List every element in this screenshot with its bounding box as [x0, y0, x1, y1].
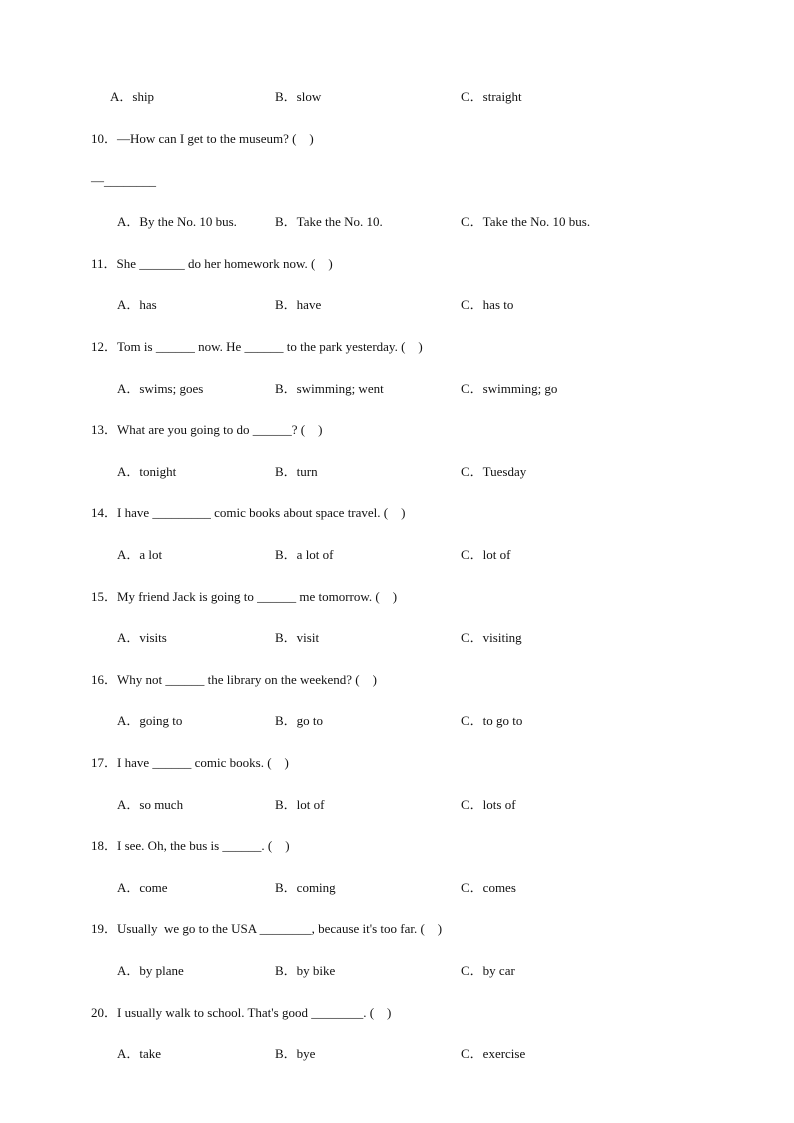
q19-option-c: C．by car [461, 963, 515, 978]
q9-option-c: C．straight [461, 89, 522, 104]
q18-option-c: C．comes [461, 880, 516, 895]
q15-option-a: A．visits [117, 630, 167, 645]
q10-option-c: C．Take the No. 10 bus. [461, 214, 591, 229]
q12-option-c: C．swimming; go [461, 381, 558, 396]
q10-option-a: A．By the No. 10 bus. [117, 214, 237, 229]
q19-stem: 19．Usually we go to the USA ________, because it's too far. ( ) [91, 921, 443, 936]
q9-option-b: B．slow [275, 89, 322, 104]
q19-option-a: A．by plane [117, 963, 184, 978]
q11-stem: 11．She _______ do her homework now. ( ) [91, 256, 333, 271]
q13-option-a: A．tonight [117, 464, 177, 479]
q20-stem: 20．I usually walk to school. That's good ________. ( ) [91, 1005, 392, 1020]
q15-stem: 15．My friend Jack is going to ______ me tomorrow. ( ) [91, 589, 398, 604]
q20-option-b: B．bye [275, 1046, 316, 1061]
q13-stem: 13．What are you going to do ______? ( ) [91, 422, 323, 437]
q17-stem: 17．I have ______ comic books. ( ) [91, 755, 289, 770]
q14-option-c: C．lot of [461, 547, 511, 562]
q13-option-b: B．turn [275, 464, 318, 479]
q11-option-a: A．has [117, 297, 157, 312]
q18-option-a: A．come [117, 880, 168, 895]
q16-option-c: C．to go to [461, 713, 523, 728]
q17-option-a: A．so much [117, 797, 184, 812]
q18-stem: 18．I see. Oh, the bus is ______. ( ) [91, 838, 290, 853]
q15-option-b: B．visit [275, 630, 320, 645]
q20-option-c: C．exercise [461, 1046, 526, 1061]
q13-option-c: C．Tuesday [461, 464, 527, 479]
q16-option-b: B．go to [275, 713, 324, 728]
q16-option-a: A．going to [117, 713, 183, 728]
q14-option-b: B．a lot of [275, 547, 334, 562]
q18-option-b: B．coming [275, 880, 336, 895]
q17-option-c: C．lots of [461, 797, 516, 812]
q17-option-b: B．lot of [275, 797, 325, 812]
q19-option-b: B．by bike [275, 963, 336, 978]
q16-stem: 16．Why not ______ the library on the weekend? ( ) [91, 672, 377, 687]
q12-option-a: A．swims; goes [117, 381, 204, 396]
q15-option-c: C．visiting [461, 630, 522, 645]
q12-option-b: B．swimming; went [275, 381, 384, 396]
q10-stem: 10．—How can I get to the museum? ( ) [91, 131, 314, 146]
q9-option-a: A．ship [110, 89, 155, 104]
q14-stem: 14．I have _________ comic books about space travel. ( ) [91, 505, 406, 520]
q20-option-a: A．take [117, 1046, 162, 1061]
q11-option-c: C．has to [461, 297, 514, 312]
q14-option-a: A．a lot [117, 547, 163, 562]
q10-option-b: B．Take the No. 10. [275, 214, 383, 229]
q11-option-b: B．have [275, 297, 322, 312]
q12-stem: 12．Tom is ______ now. He ______ to the park yesterday. ( ) [91, 339, 423, 354]
q10-answer-line: —________ [91, 173, 156, 188]
